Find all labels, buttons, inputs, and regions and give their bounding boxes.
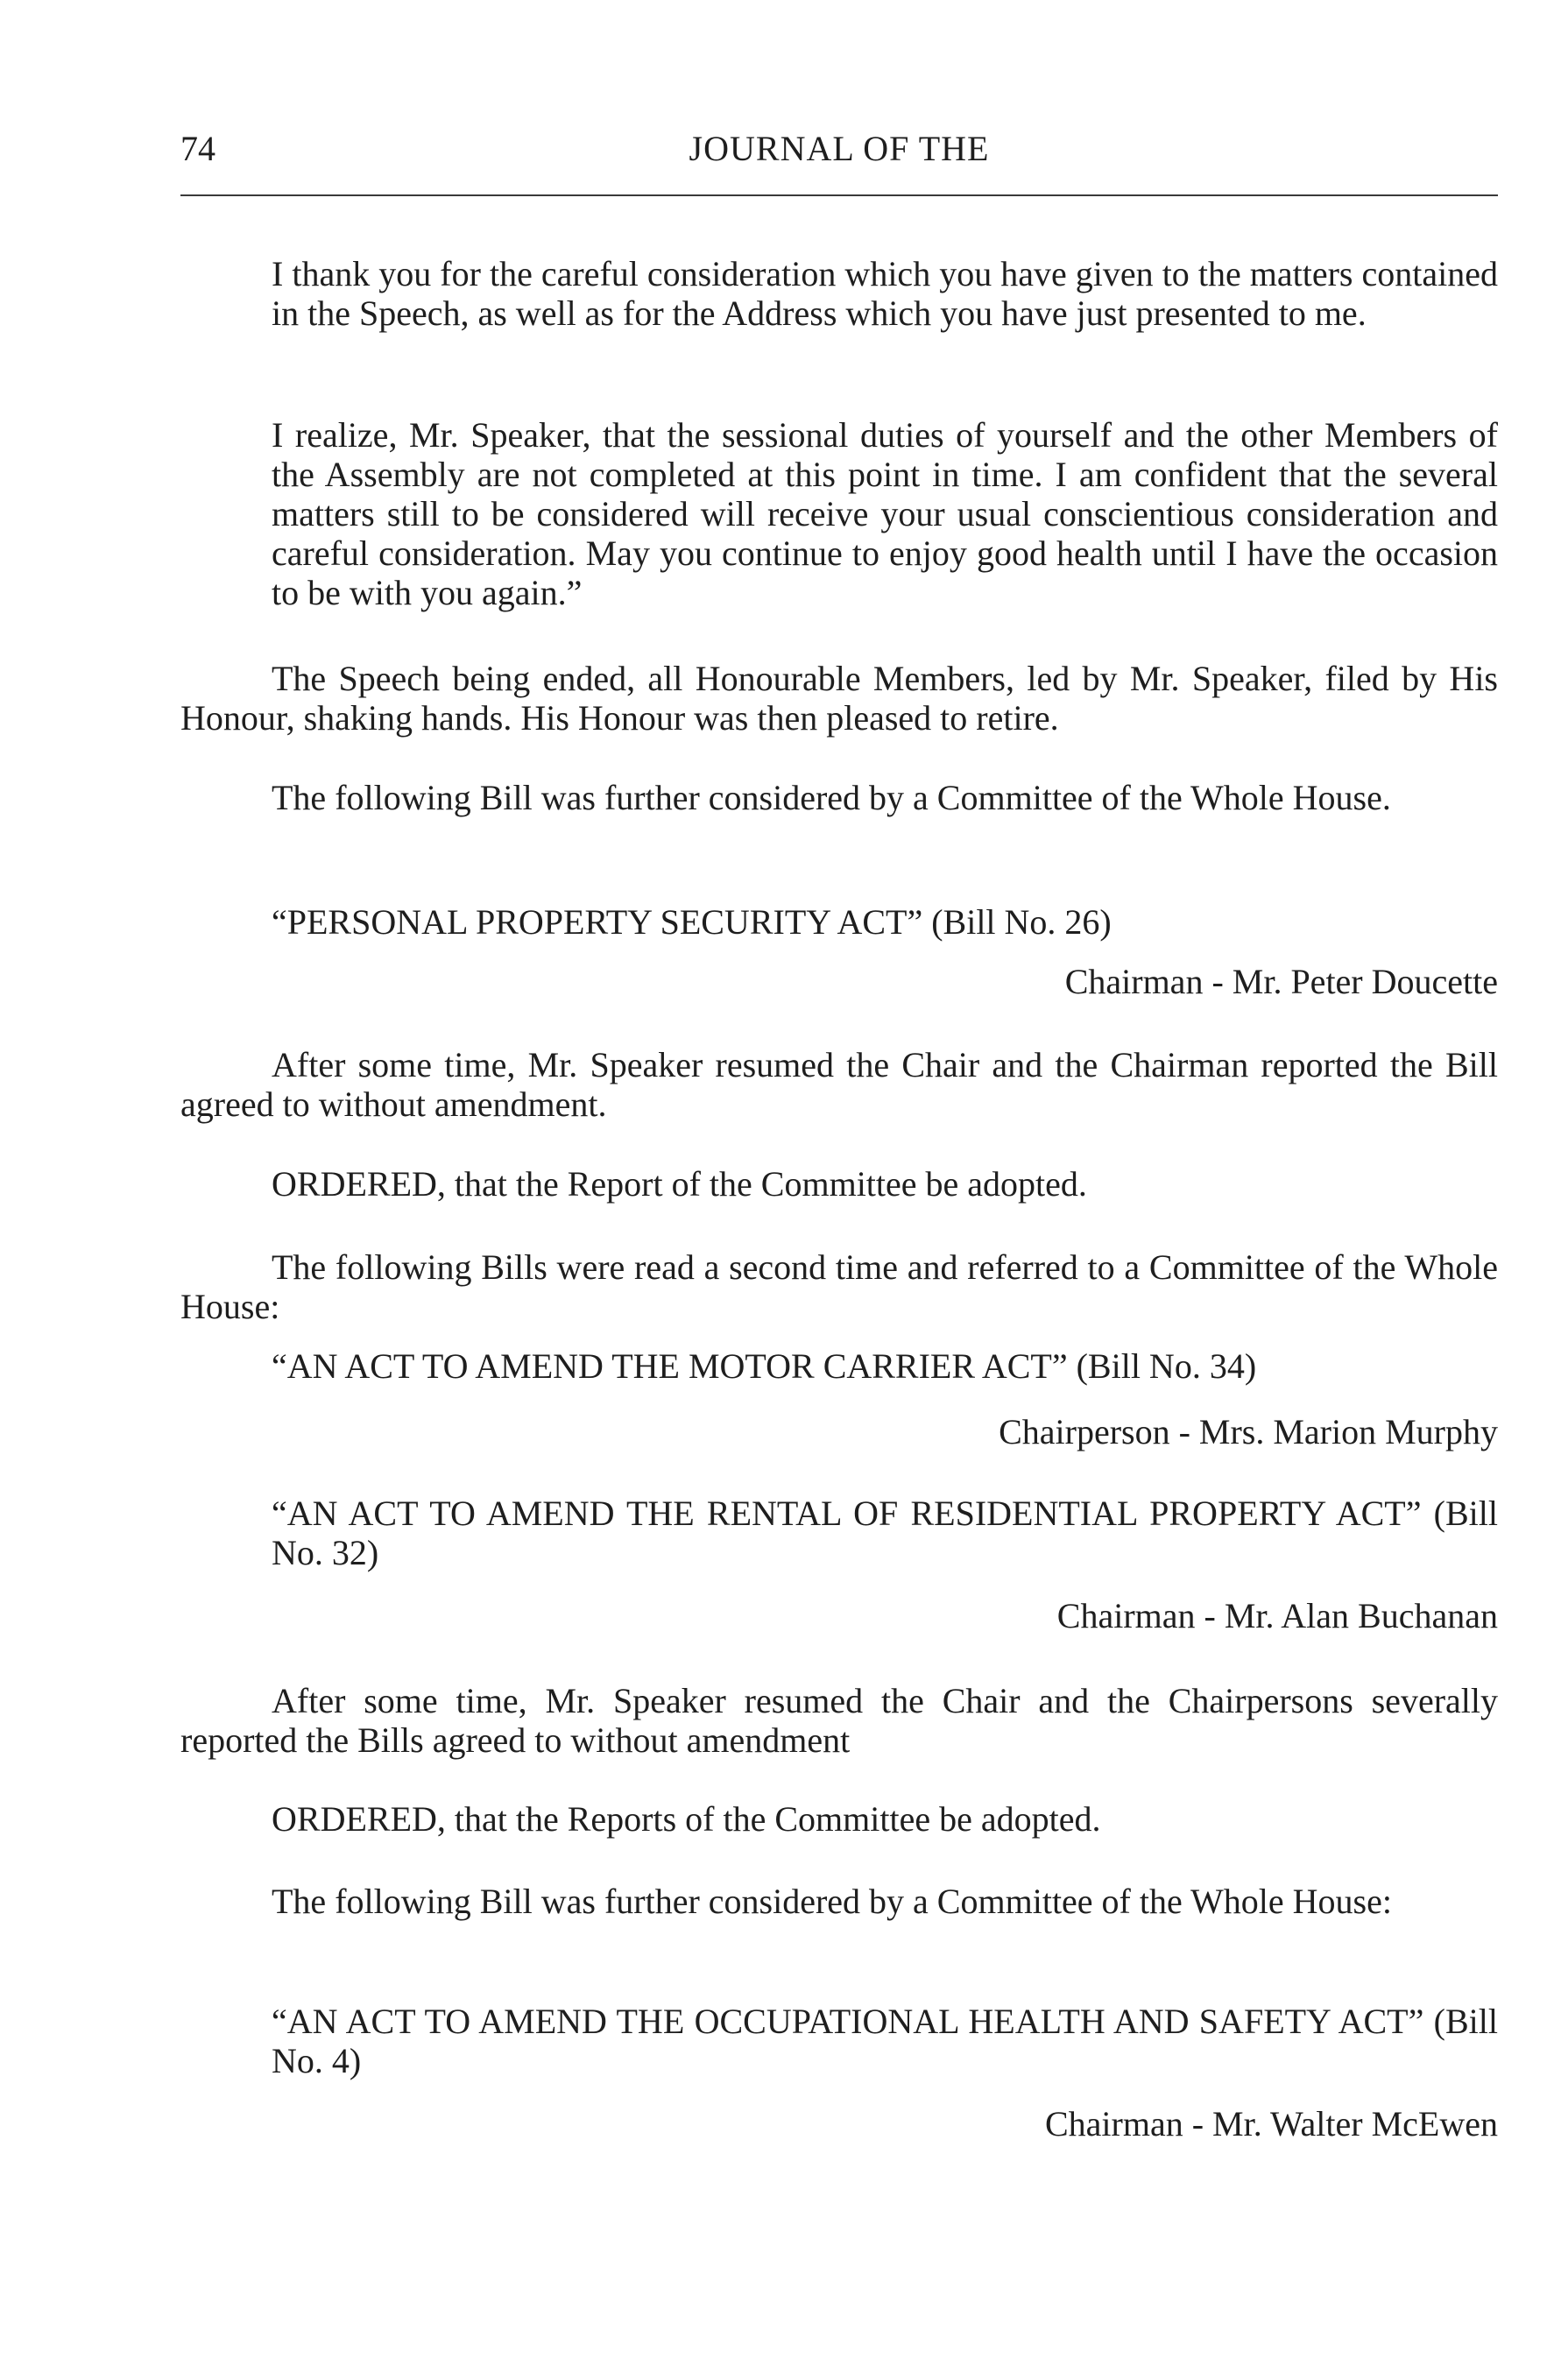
paragraph-further-considered: The following Bill was further considered by a Committee of the Whole House: (272, 1882, 1392, 1921)
paragraph-second-reading: The following Bills were read a second time and referred to a Committee of the Whole House: (180, 1247, 1498, 1326)
chairman-line: Chairman - Mr. Alan Buchanan (1056, 1596, 1498, 1635)
paragraph-speaker-resumed: After some time, Mr. Speaker resumed the Chair and the Chairman reported the Bill agreed to without amendment. (180, 1045, 1498, 1124)
chairman-line: Chairman - Mr. Peter Doucette (1064, 962, 1498, 1001)
paragraph-ordered-report: ORDERED, that the Report of the Committee be adopted. (272, 1164, 1087, 1204)
running-title: JOURNAL OF THE (689, 129, 990, 168)
bill-title-personal-property: “PERSONAL PROPERTY SECURITY ACT” (Bill No. 26) (272, 902, 1112, 942)
chairman-line: Chairman - Mr. Walter McEwen (1044, 2104, 1498, 2143)
paragraph-bill-considered: The following Bill was further considered by a Committee of the Whole House. (272, 778, 1391, 817)
chairperson-line: Chairperson - Mrs. Marion Murphy (999, 1412, 1498, 1451)
paragraph-sessional-duties: I realize, Mr. Speaker, that the sessional duties of yourself and the other Members of the Assembly are not completed at this point in time. I am confident that the several matters still to be considered will receive your usual conscientious consideration and careful consideration. May you continue to enjoy good health until I have the occasion to be with you again.” (272, 415, 1498, 612)
page-number: 74 (180, 129, 215, 168)
bill-title-rental-property: “AN ACT TO AMEND THE RENTAL OF RESIDENTIAL PROPERTY ACT” (Bill No. 32) (272, 1494, 1498, 1572)
paragraph-ordered-reports: ORDERED, that the Reports of the Committee be adopted. (272, 1799, 1101, 1839)
paragraph-chairpersons-reported: After some time, Mr. Speaker resumed the Chair and the Chairpersons severally reported the Bills agreed to without amendment (180, 1681, 1498, 1760)
paragraph-thanks: I thank you for the careful consideration which you have given to the matters contained in the Speech, as well as for the Address which you have just presented to me. (272, 254, 1498, 333)
paragraph-speech-ended: The Speech being ended, all Honourable Members, led by Mr. Speaker, filed by His Honour, shaking hands. His Honour was then pleased to retire. (180, 659, 1498, 738)
header-divider (180, 194, 1498, 196)
page-header (180, 123, 1498, 175)
bill-title-occupational-health: “AN ACT TO AMEND THE OCCUPATIONAL HEALTH AND SAFETY ACT” (Bill No. 4) (272, 2002, 1498, 2080)
bill-title-motor-carrier: “AN ACT TO AMEND THE MOTOR CARRIER ACT” (Bill No. 34) (272, 1346, 1257, 1386)
